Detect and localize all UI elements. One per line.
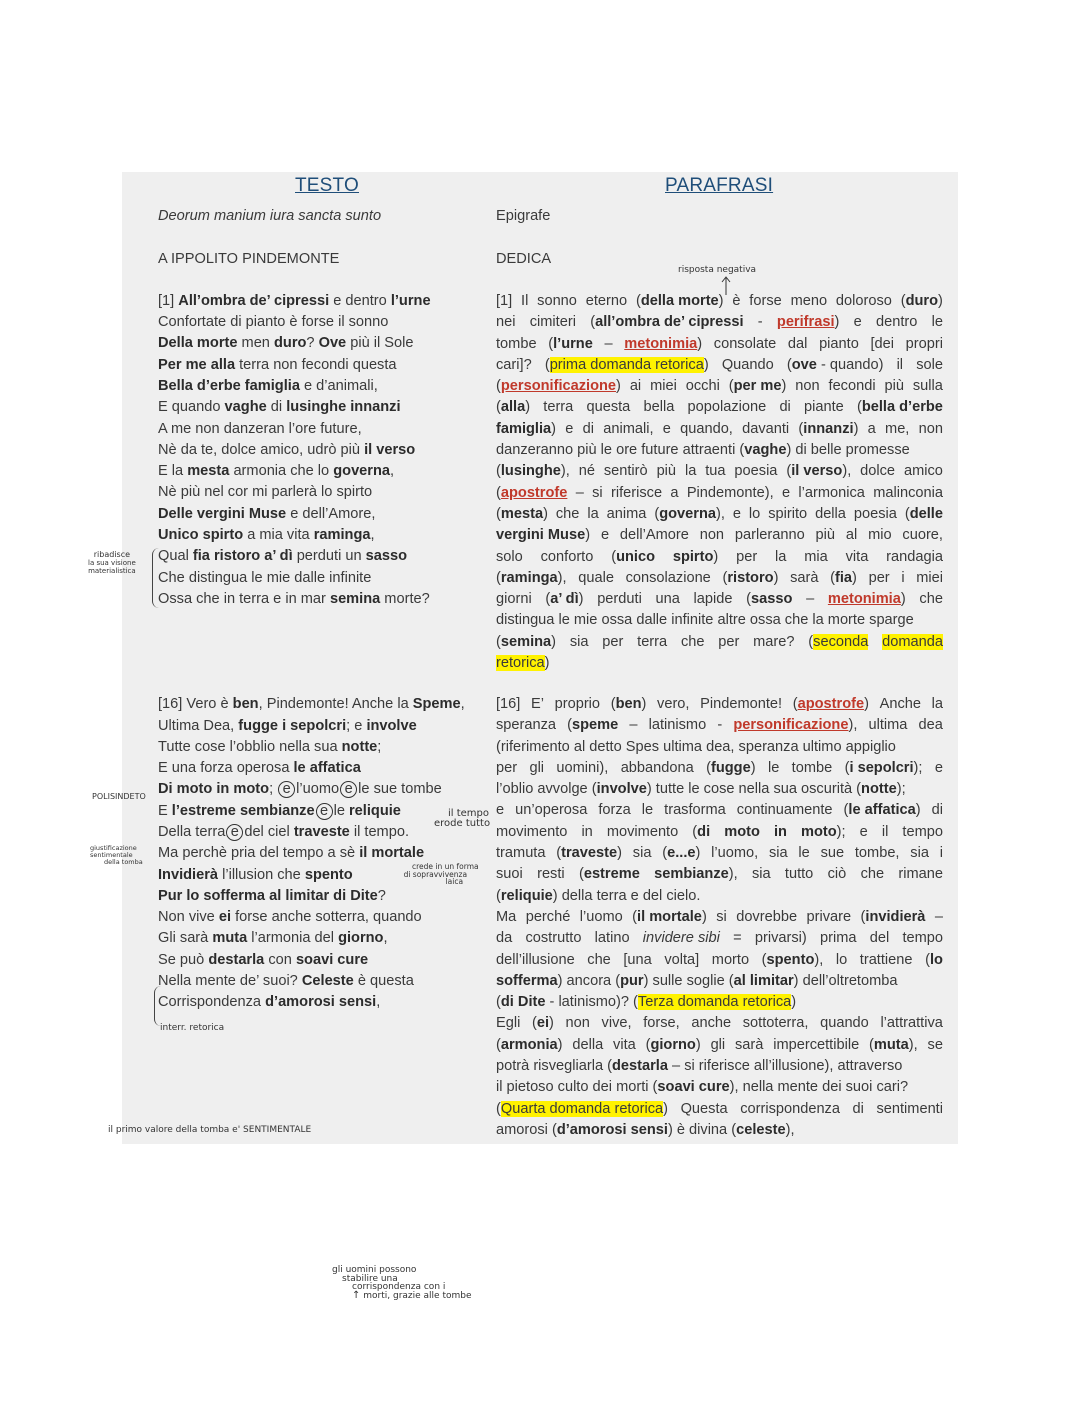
poem-line: Nè più nel cor mi parlerà lo spirto xyxy=(158,484,373,500)
paraphrase-line: (alla) terra questa bella popolazione di piante (bella d’erbe xyxy=(496,399,943,416)
poem-line: Delle vergini Muse e dell’Amore, xyxy=(158,506,376,522)
paraphrase-line: amorosi (d’amorosi sensi) è divina (celeste), xyxy=(496,1121,795,1138)
poem-line: E la mesta armonia che lo governa, xyxy=(158,463,395,479)
poem-line: Tutte cose l’obblio nella sua notte; xyxy=(158,739,382,755)
poem-line: Bella d’erbe famiglia e d’animali, xyxy=(158,378,378,394)
poem-line: Ultima Dea, fugge i sepolcri; e involve xyxy=(158,718,417,734)
header-parafrasi: PARAFRASI xyxy=(665,175,774,196)
paraphrase-line: distingua le mie ossa dalle infinite altre ossa che la morte sparge xyxy=(496,612,914,629)
paraphrase-line: [16] E’ proprio (ben) vero, Pindemonte! (apostrofe) Anche la xyxy=(496,696,943,712)
note-giustificazione: giustificazione sentimentale della tomba xyxy=(90,844,143,866)
poem-line: Nella mente de’ suoi? Celeste è questa xyxy=(158,973,414,989)
poem-line: Qual fia ristoro a’ dì perduti un sasso xyxy=(158,548,408,564)
paraphrase-line: (lusinghe), né sentirò più la tua poesia (il verso), dolce amico xyxy=(496,463,943,480)
paraphrase-line: (reliquie) della terra e del cielo. xyxy=(496,887,701,904)
note-tempo: il tempo erode tutto xyxy=(434,808,491,829)
brace-mark xyxy=(154,986,161,1026)
paraphrase-line: danzeranno più le ore future attraenti (vaghe) di belle promesse xyxy=(496,442,910,459)
paraphrase-line: l’oblio avvolge (involve) tutte le cose nella sua oscurità (notte); xyxy=(496,781,906,798)
poem-line: Pur lo sofferma al limitar di Dite? xyxy=(158,888,386,904)
paraphrase-line: Ma perché l’uomo (il mortale) si dovrebbe privare (invidierà – xyxy=(496,908,943,925)
paraphrase-line: Egli (ei) non vive, forse, anche sottoterra, quando l’attrattiva xyxy=(496,1015,943,1032)
paraphrase-line: cari]? (prima domanda retorica) Quando (ove - quando) il sole xyxy=(496,356,943,373)
paraphrase-line: potrà risvegliarla (destarla – si riferisce all’illusione), attraverso xyxy=(496,1058,903,1075)
paraphrase-line: (mesta) che la anima (governa), e lo spirito della poesia (delle xyxy=(496,505,943,522)
epigraph-right: Epigrafe xyxy=(496,208,551,224)
paraphrase-line: (apostrofe – si riferisce a Pindemonte), e l’armonica malinconia xyxy=(496,484,943,501)
paraphrase-line: dell’illusione che [una volta] morto (spento), lo trattiene (lo xyxy=(496,951,943,968)
paraphrase-line: solo conforto (unico spirto) per la mia vita randagia xyxy=(496,548,943,565)
paraphrase-line: giorni (a’ dì) perduti una lapide (sasso – metonimia) che xyxy=(496,591,943,608)
paraphrase-line: nei cimiteri (all’ombra de’ cipressi - perifrasi) e dentro le xyxy=(496,314,943,331)
note-primo-valore: il primo valore della tomba e' SENTIMENTALE xyxy=(108,1125,312,1135)
poem-line: Confortate di pianto è forse il sonno xyxy=(158,314,389,330)
poem-line: Nè da te, dolce amico, udrò più il verso xyxy=(158,442,416,458)
note-ribadisce: ribadisce la sua visione materialistica xyxy=(88,550,136,575)
paraphrase-line: da costrutto latino invidere sibi = privarsi) prima del tempo xyxy=(496,930,943,947)
poem-line: [16] Vero è ben, Pindemonte! Anche la Speme, xyxy=(158,696,465,712)
poem-line: E quando vaghe di lusinghe innanzi xyxy=(158,399,401,415)
paraphrase-line: (personificazione) ai miei occhi (per me) non fecondi più sulla xyxy=(496,378,943,395)
paraphrase-block-1 xyxy=(496,291,943,674)
paraphrase-line: tramuta (traveste) sia (e...e) l’uomo, sia le sue tombe, sia i xyxy=(496,845,943,862)
paraphrase-line: suoi resti (estreme sembianze), sia tutto ciò che rimane xyxy=(496,866,943,883)
paraphrase-line: famiglia) e di animali, e quando, davanti (innanzi) a me, non xyxy=(496,420,943,437)
poem-line: Unico spirto a mia vita raminga, xyxy=(158,527,375,543)
note-crede: crede in un forma di sopravvivenza laica xyxy=(403,862,479,886)
paraphrase-line: e un’operosa forza le trasforma continuamente (le affatica) di xyxy=(496,802,943,819)
dedication-left: A IPPOLITO PINDEMONTE xyxy=(158,251,340,267)
paraphrase-line: (raminga), quale consolazione (ristoro) sarà (fia) per i miei xyxy=(496,569,943,586)
paraphrase-line: speranza (speme – latinismo - personificazione), ultima dea xyxy=(496,717,943,734)
poem-line: Ma perchè pria del tempo a sè il mortale xyxy=(158,845,425,861)
paraphrase-line: il pietoso culto dei morti (soavi cure), nella mente dei suoi cari? xyxy=(496,1079,909,1096)
poem-line: Della terra e del ciel traveste il tempo. xyxy=(158,824,410,840)
note-uomini: gli uomini possono stabilire una corrispondenza con i ↑ morti, grazie alle tombe xyxy=(332,1265,472,1301)
poem-line: Invidierà l’illusion che spento xyxy=(158,867,353,883)
paraphrase-line: (di Dite - latinismo)? (Terza domanda retorica) xyxy=(496,994,797,1011)
poem-line: Corrispondenza d’amorosi sensi, xyxy=(158,994,381,1010)
paraphrase-line: tombe (l’urne – metonimia) consolate dal pianto [dei propri xyxy=(496,335,943,352)
dedication-right: DEDICA xyxy=(496,251,552,267)
note-polisindeto: POLISINDETO xyxy=(92,792,146,801)
paraphrase-line: movimento in movimento (di moto in moto); e il tempo xyxy=(496,823,943,840)
poem-line: Ossa che in terra e in mar semina morte? xyxy=(158,591,430,607)
poem-line: Di moto in moto; e l’uomo e le sue tombe xyxy=(158,781,442,797)
poem-line: Non vive ei forse anche sotterra, quando xyxy=(158,909,422,925)
brace-mark xyxy=(152,548,159,608)
poem-line: Per me alla terra non fecondi questa xyxy=(158,357,397,373)
header-testo: TESTO xyxy=(295,175,359,196)
paraphrase-line: [1] Il sonno eterno (della morte) è forse meno doloroso (duro) xyxy=(496,293,943,309)
poem-line: Se può destarla con soavi cure xyxy=(158,952,369,968)
note-interr-retorica: interr. retorica xyxy=(160,1023,225,1033)
poem-line: [1] All’ombra de’ cipressi e dentro l’urne xyxy=(158,293,431,309)
poem-line: E una forza operosa le affatica xyxy=(158,760,361,776)
paraphrase-line: vergini Muse) e dell’Amore non parleranno più al mio cuore, xyxy=(496,527,943,544)
paraphrase-line: (semina) sia per terra che per mare? (seconda domanda xyxy=(496,633,943,650)
paraphrase-line: retorica) xyxy=(496,655,550,672)
poem-line: E l’estreme sembianze e le reliquie xyxy=(158,803,401,819)
poem-line: A me non danzeran l’ore future, xyxy=(158,421,362,437)
poem-line: Della morte men duro? Ove più il Sole xyxy=(158,335,414,351)
paraphrase-block-2 xyxy=(496,694,943,1141)
paraphrase-line: per gli uomini), abbandona (fugge) le tombe (i sepolcri); e xyxy=(496,759,943,776)
paraphrase-line: sofferma) ancora (pur) sulle soglie (al limitar) dell’oltretomba xyxy=(496,972,898,989)
poem-line: Che distingua le mie dalle infinite xyxy=(158,570,372,586)
paraphrase-line: (armonia) della vita (giorno) gli sarà impercettibile (muta), se xyxy=(496,1036,943,1053)
arrow-up-icon xyxy=(720,276,732,296)
poem-line: Gli sarà muta l’armonia del giorno, xyxy=(158,930,388,946)
paraphrase-line: (Quarta domanda retorica) Questa corrispondenza di sentimenti xyxy=(496,1100,943,1117)
paraphrase-line: (riferimento al detto Spes ultima dea, speranza ultimo appiglio xyxy=(496,738,896,755)
epigraph-latin: Deorum manium iura sancta sunto xyxy=(158,208,382,224)
note-risposta-negativa: risposta negativa xyxy=(678,265,757,275)
